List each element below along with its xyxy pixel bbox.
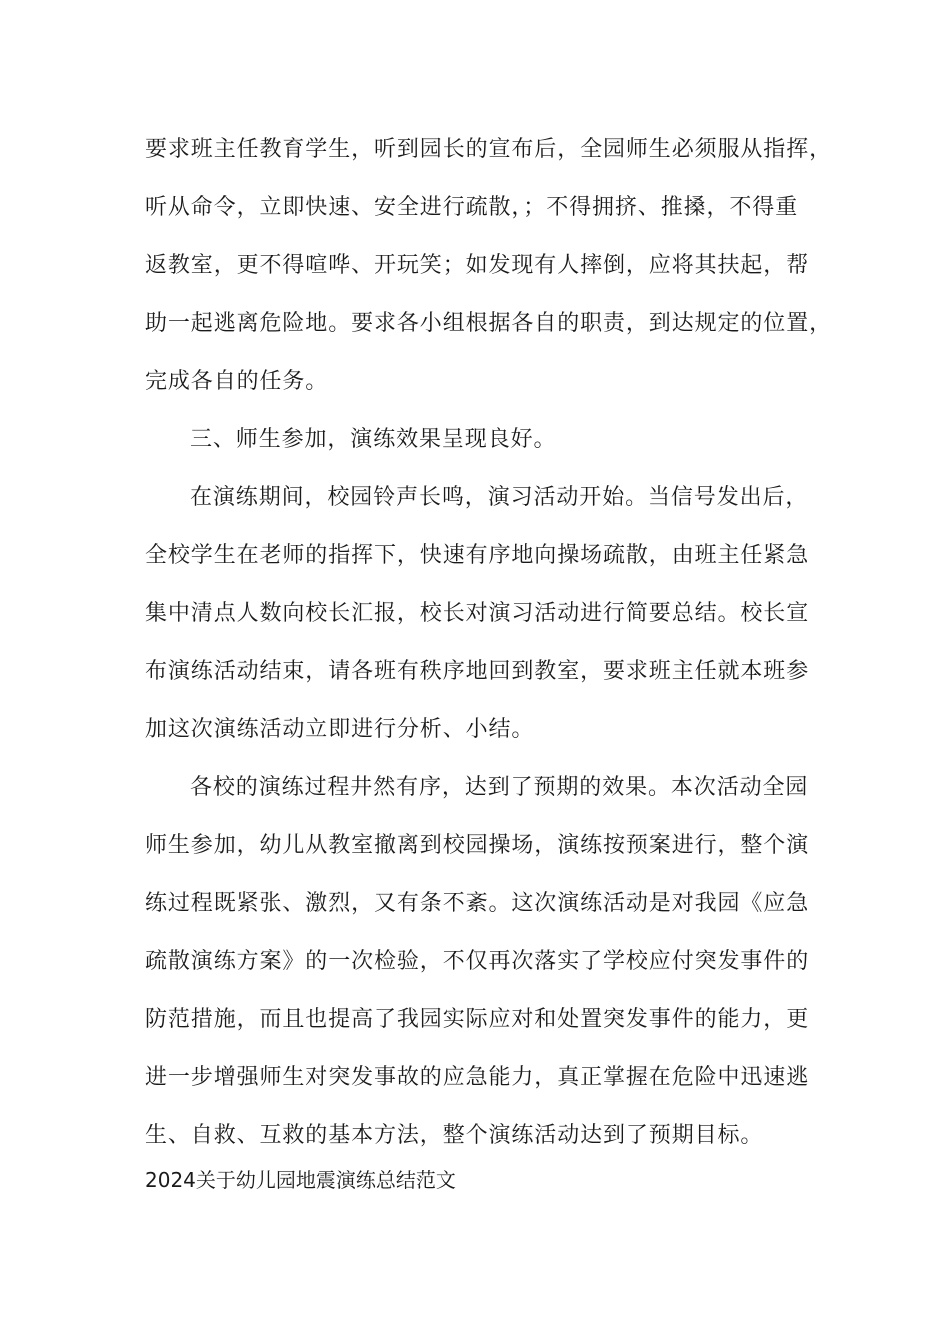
paragraph-line: 各校的演练过程井然有序，达到了预期的效果。本次活动全园 <box>190 775 809 800</box>
paragraph-line: 返教室，更不得喧哗、开玩笑；如发现有人摔倒，应将其扶起，帮 <box>145 253 810 278</box>
paragraph-line: 进一步增强师生对突发事故的应急能力，真正掌握在危险中迅速逃 <box>145 1065 810 1090</box>
paragraph-line: 练过程既紧张、激烈，又有条不紊。这次演练活动是对我园《应急 <box>145 891 810 916</box>
section-heading: 三、师生参加，演练效果呈现良好。 <box>190 427 557 452</box>
paragraph-line: 听从命令，立即快速、安全进行疏散，；不得拥挤、推搡，不得重 <box>145 195 799 220</box>
paragraph-line: 在演练期间，校园铃声长鸣，演习活动开始。当信号发出后， <box>190 485 809 510</box>
paragraph-line: 加这次演练活动立即进行分析、小结。 <box>145 717 535 742</box>
paragraph-line: 布演练活动结束，请各班有秩序地回到教室，要求班主任就本班参 <box>145 659 810 684</box>
paragraph-line: 全校学生在老师的指挥下，快速有序地向操场疏散，由班主任紧急 <box>145 543 810 568</box>
paragraph-line: 防范措施，而且也提高了我园实际应对和处置突发事件的能力，更 <box>145 1007 810 1032</box>
paragraph-line: 助一起逃离危险地。要求各小组根据各自的职责，到达规定的位置， <box>145 311 833 336</box>
paragraph-line: 要求班主任教育学生，听到园长的宣布后，全园师生必须服从指挥， <box>145 137 833 162</box>
paragraph-line: 集中清点人数向校长汇报，校长对演习活动进行简要总结。校长宣 <box>145 601 810 626</box>
paragraph-line: 完成各自的任务。 <box>145 369 329 394</box>
document-title: 2024关于幼儿园地震演练总结范文 <box>145 1168 456 1192</box>
paragraph-line: 师生参加，幼儿从教室撤离到校园操场，演练按预案进行，整个演 <box>145 833 810 858</box>
paragraph-line: 生、自救、互救的基本方法，整个演练活动达到了预期目标。 <box>145 1123 764 1148</box>
paragraph-line: 疏散演练方案》的一次检验，不仅再次落实了学校应付突发事件的 <box>145 949 810 974</box>
